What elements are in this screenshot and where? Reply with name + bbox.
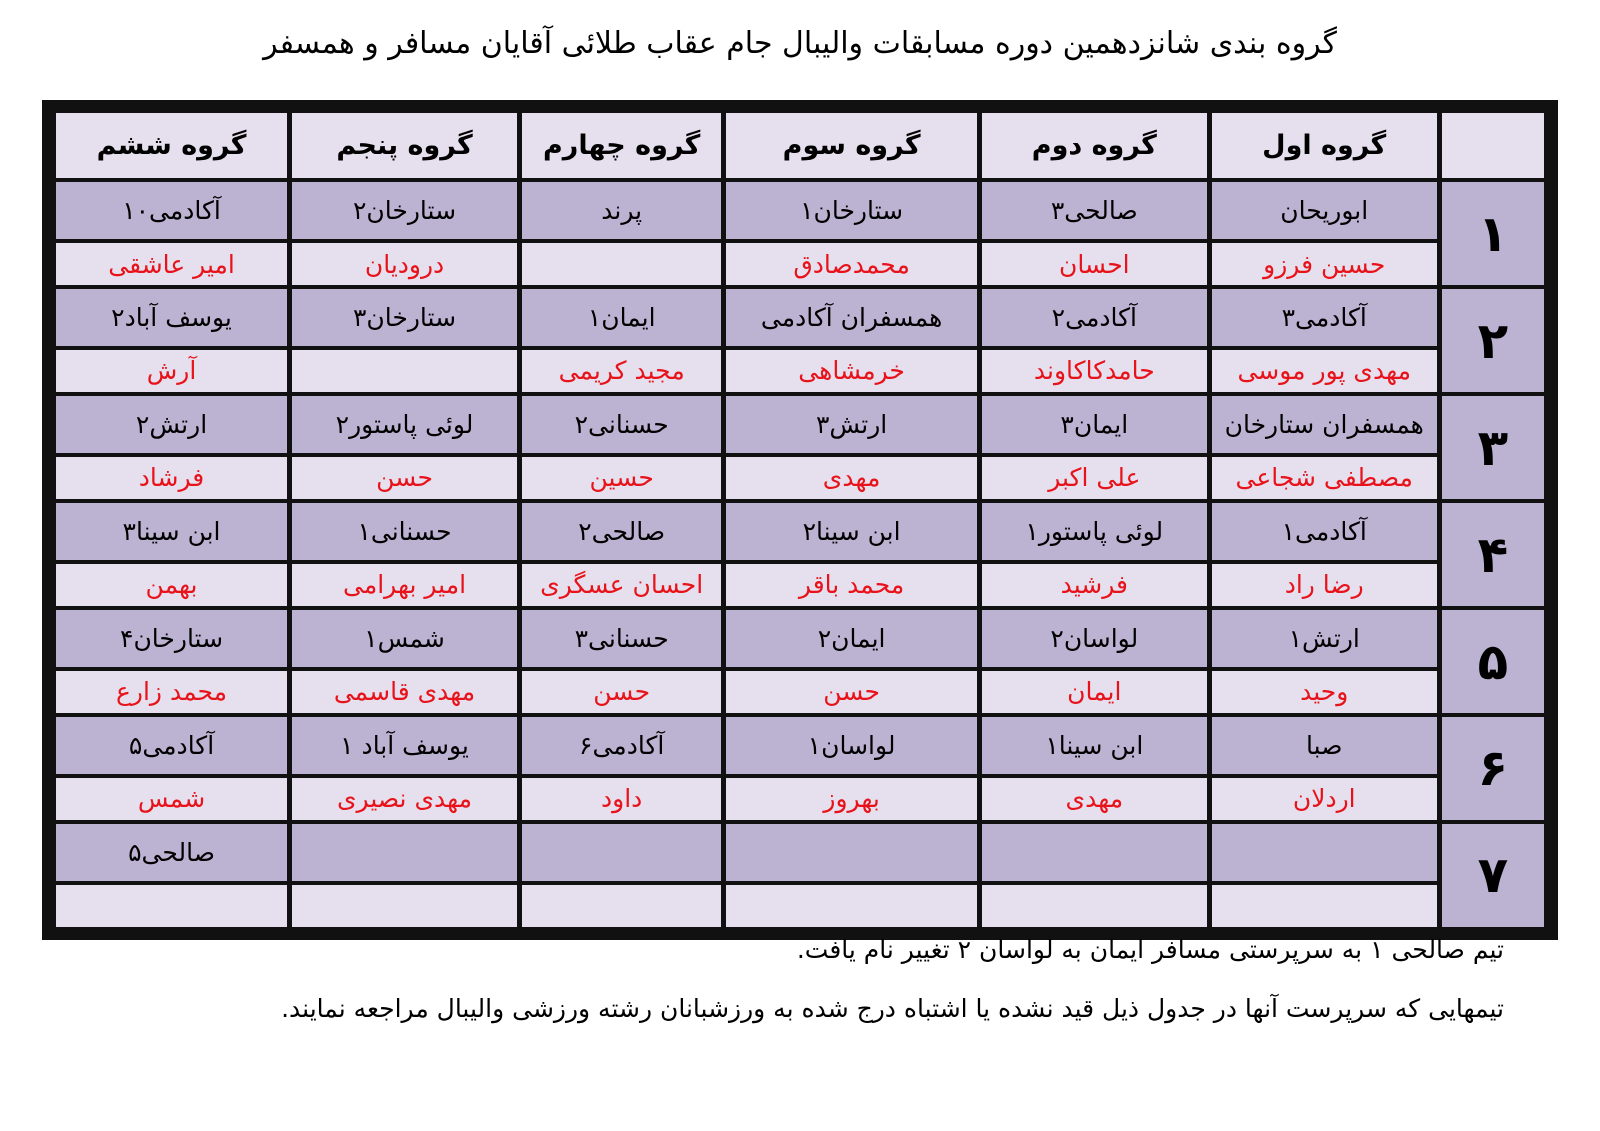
seed-number: ۳: [1442, 396, 1544, 499]
group-header: گروه اول: [1212, 113, 1437, 178]
coach-cell: امیر عاشقی: [56, 243, 287, 285]
team-cell: ستارخان۴: [56, 610, 287, 667]
coach-cell: مهدی نصیری: [292, 778, 517, 820]
group-header: گروه ششم: [56, 113, 287, 178]
team-row: [56, 717, 1544, 774]
coach-cell: حسن: [292, 457, 517, 499]
team-cell: ستارخان۱: [726, 182, 976, 239]
seed-number: ۲: [1442, 289, 1544, 392]
team-cell: آکادمی۱: [1212, 503, 1437, 560]
coach-cell: آرش: [56, 350, 287, 392]
coach-cell: فرشید: [982, 564, 1207, 606]
seed-number: ۵: [1442, 610, 1544, 713]
team-cell: لوئی پاستور۱: [982, 503, 1207, 560]
team-cell: یوسف آباد ۱: [292, 717, 517, 774]
team-cell: آکادمی۱۰: [56, 182, 287, 239]
seed-number: ۷: [1442, 824, 1544, 927]
coach-cell: [522, 243, 721, 285]
coach-cell: وحید: [1212, 671, 1437, 713]
team-cell: حسنانی۳: [522, 610, 721, 667]
team-cell: [982, 824, 1207, 881]
coach-cell: مهدی: [982, 778, 1207, 820]
team-cell: حسنانی۱: [292, 503, 517, 560]
coach-row: [56, 778, 1544, 820]
coach-cell: ایمان: [982, 671, 1207, 713]
header-row: [56, 113, 1544, 178]
team-cell: ابن سینا۳: [56, 503, 287, 560]
coach-row: [56, 350, 1544, 392]
coach-cell: مهدی پور موسی: [1212, 350, 1437, 392]
team-cell: آکادمی۲: [982, 289, 1207, 346]
seed-number: ۱: [1442, 182, 1544, 285]
coach-cell: حسین: [522, 457, 721, 499]
coach-cell: فرشاد: [56, 457, 287, 499]
team-row: [56, 824, 1544, 881]
coach-cell: مصطفی شجاعی: [1212, 457, 1437, 499]
coach-cell: محمد زارع: [56, 671, 287, 713]
coach-cell: [292, 885, 517, 927]
team-cell: ابن سینا۱: [982, 717, 1207, 774]
coach-cell: خرمشاهی: [726, 350, 976, 392]
coach-cell: محمدصادق: [726, 243, 976, 285]
coach-cell: [726, 885, 976, 927]
coach-cell: [1212, 885, 1437, 927]
coach-cell: درودیان: [292, 243, 517, 285]
team-cell: همسفران ستارخان: [1212, 396, 1437, 453]
group-header: گروه سوم: [726, 113, 976, 178]
team-cell: ارتش۲: [56, 396, 287, 453]
team-cell: شمس۱: [292, 610, 517, 667]
note-rename: تیم صالحی ۱ به سرپرستی مسافر ایمان به لواسان ۲ تغییر نام یافت.: [796, 935, 1504, 964]
coach-cell: بهروز: [726, 778, 976, 820]
team-cell: ستارخان۳: [292, 289, 517, 346]
team-cell: ایمان۱: [522, 289, 721, 346]
team-cell: لوئی پاستور۲: [292, 396, 517, 453]
group-header: گروه دوم: [982, 113, 1207, 178]
team-cell: ابوریحان: [1212, 182, 1437, 239]
team-row: [56, 182, 1544, 239]
coach-cell: [982, 885, 1207, 927]
coach-cell: محمد باقر: [726, 564, 976, 606]
coach-cell: [56, 885, 287, 927]
team-cell: لواسان۲: [982, 610, 1207, 667]
note-contact: تیمهایی که سرپرست آنها در جدول ذیل قید نشده یا اشتباه درج شده به ورزشبانان رشته ورزشی والیبال مراجعه نمایند.: [281, 994, 1504, 1023]
team-cell: پرند: [522, 182, 721, 239]
groups-table: [51, 109, 1549, 931]
team-cell: ایمان۲: [726, 610, 976, 667]
coach-cell: علی اکبر: [982, 457, 1207, 499]
team-row: [56, 503, 1544, 560]
coach-cell: حسن: [522, 671, 721, 713]
coach-cell: حسین فرزو: [1212, 243, 1437, 285]
coach-row: [56, 564, 1544, 606]
groups-board: [42, 100, 1558, 940]
coach-cell: رضا راد: [1212, 564, 1437, 606]
team-cell: [726, 824, 976, 881]
seed-number: ۶: [1442, 717, 1544, 820]
team-cell: [522, 824, 721, 881]
seed-number: ۴: [1442, 503, 1544, 606]
team-cell: ارتش۳: [726, 396, 976, 453]
team-cell: لواسان۱: [726, 717, 976, 774]
team-cell: همسفران آکادمی: [726, 289, 976, 346]
coach-row: [56, 243, 1544, 285]
team-cell: صالحی۳: [982, 182, 1207, 239]
team-row: [56, 610, 1544, 667]
team-cell: آکادمی۶: [522, 717, 721, 774]
team-cell: حسنانی۲: [522, 396, 721, 453]
team-cell: ابن سینا۲: [726, 503, 976, 560]
team-cell: صالحی۲: [522, 503, 721, 560]
team-cell: [292, 824, 517, 881]
coach-row: [56, 457, 1544, 499]
group-header: گروه چهارم: [522, 113, 721, 178]
coach-cell: داود: [522, 778, 721, 820]
team-cell: ستارخان۲: [292, 182, 517, 239]
team-cell: ارتش۱: [1212, 610, 1437, 667]
team-cell: آکادمی۳: [1212, 289, 1437, 346]
coach-cell: مهدی: [726, 457, 976, 499]
coach-cell: امیر بهرامی: [292, 564, 517, 606]
notes: [104, 935, 1504, 1023]
coach-cell: مجید کریمی: [522, 350, 721, 392]
team-cell: صالحی۵: [56, 824, 287, 881]
coach-cell: مهدی قاسمی: [292, 671, 517, 713]
coach-cell: حامدکاکاوند: [982, 350, 1207, 392]
coach-cell: اردلان: [1212, 778, 1437, 820]
team-cell: صبا: [1212, 717, 1437, 774]
header-corner-cell: [1442, 113, 1544, 178]
page-title: گروه بندی شانزدهمین دوره مسابقات والیبال جام عقاب طلائی آقایان مسافر و همسفر: [263, 26, 1337, 61]
coach-cell: احسان: [982, 243, 1207, 285]
coach-cell: [522, 885, 721, 927]
coach-cell: شمس: [56, 778, 287, 820]
team-row: [56, 396, 1544, 453]
coach-cell: احسان عسگری: [522, 564, 721, 606]
team-row: [56, 289, 1544, 346]
team-cell: آکادمی۵: [56, 717, 287, 774]
team-cell: [1212, 824, 1437, 881]
coach-row: [56, 671, 1544, 713]
coach-cell: بهمن: [56, 564, 287, 606]
group-header: گروه پنجم: [292, 113, 517, 178]
coach-cell: [292, 350, 517, 392]
team-cell: ایمان۳: [982, 396, 1207, 453]
coach-row: [56, 885, 1544, 927]
team-cell: یوسف آباد۲: [56, 289, 287, 346]
coach-cell: حسن: [726, 671, 976, 713]
